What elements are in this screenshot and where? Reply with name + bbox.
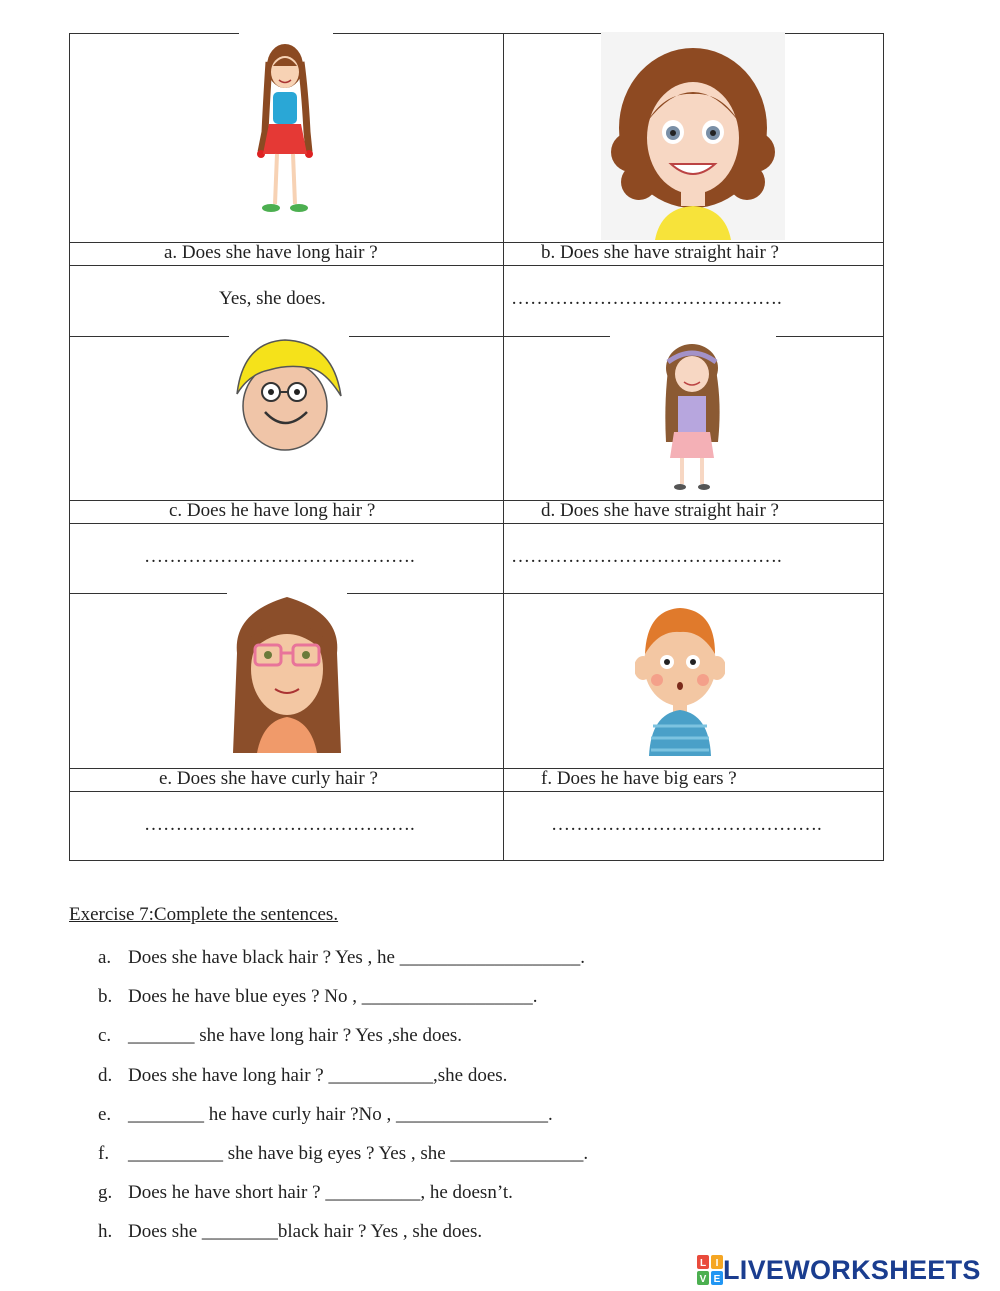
sentence-label: a.: [98, 947, 112, 968]
sentence-g[interactable]: [98, 1182, 513, 1204]
sentence-label: h.: [98, 1221, 113, 1242]
svg-text:I: I: [715, 1258, 719, 1269]
sentence-b[interactable]: [98, 986, 537, 1008]
sentence-label: c.: [98, 1025, 112, 1046]
sentence-text: Does she have long hair ? ___________,she does.: [128, 1065, 508, 1086]
liveworksheets-logo: [697, 1255, 981, 1285]
sentence-text: Does she have black hair ? Yes , he ___________________.: [128, 947, 585, 968]
logo-text: LIVEWORKSHEETS: [723, 1254, 981, 1285]
svg-text:L: L: [699, 1258, 707, 1269]
svg-text:E: E: [713, 1274, 721, 1285]
sentence-text: _______ she have long hair ? Yes ,she does.: [128, 1025, 463, 1046]
table-line: [70, 265, 883, 266]
table-line: [70, 523, 883, 524]
table-line: [70, 791, 883, 792]
table-line: [70, 593, 883, 594]
exercise-title: Exercise 7:Complete the sentences.: [69, 904, 339, 925]
boy-big-ears-illustration: [635, 604, 725, 756]
question-e: e. Does she have curly hair ?: [159, 768, 378, 789]
sentence-text: __________ she have big eyes ? Yes , she ______________.: [128, 1143, 589, 1164]
sentence-h[interactable]: [98, 1221, 482, 1243]
answer-table: [69, 33, 884, 861]
sentence-label: f.: [98, 1143, 110, 1164]
answer-a: Yes, she does.: [219, 288, 326, 309]
answer-e-input[interactable]: …………………………………….: [144, 814, 415, 835]
girl-glasses-long-hair-illustration: [227, 593, 347, 753]
boy-blond-glasses-illustration: [229, 334, 349, 454]
sentence-label: e.: [98, 1104, 112, 1125]
answer-b-input[interactable]: …………………………………….: [511, 288, 782, 309]
question-b: b. Does she have straight hair ?: [541, 242, 779, 263]
sentence-text: Does she ________black hair ? Yes , she does.: [128, 1221, 483, 1242]
sentence-text: Does he have blue eyes ? No , __________________.: [128, 986, 538, 1007]
answer-f-input[interactable]: …………………………………….: [551, 814, 822, 835]
sentence-label: g.: [98, 1182, 113, 1203]
answer-c-input[interactable]: …………………………………….: [144, 546, 415, 567]
question-f: f. Does he have big ears ?: [541, 768, 737, 789]
sentence-f[interactable]: [98, 1143, 588, 1165]
answer-d-input[interactable]: …………………………………….: [511, 546, 782, 567]
svg-text:V: V: [699, 1274, 707, 1285]
sentence-d[interactable]: [98, 1065, 507, 1087]
sentence-c[interactable]: [98, 1025, 462, 1047]
table-column-divider: [503, 34, 504, 860]
girl-braids-illustration: [239, 32, 333, 222]
sentence-a[interactable]: [98, 947, 585, 969]
logo-blocks-icon: [697, 1255, 723, 1285]
sentence-label: b.: [98, 986, 113, 1007]
sentence-text: ________ he have curly hair ?No , ________________.: [128, 1104, 553, 1125]
sentence-e[interactable]: [98, 1104, 553, 1126]
question-c: c. Does he have long hair ?: [169, 500, 376, 521]
sentence-label: d.: [98, 1065, 113, 1086]
sentence-text: Does he have short hair ? __________, he doesn’t.: [128, 1182, 513, 1203]
question-d: d. Does she have straight hair ?: [541, 500, 779, 521]
girl-curly-hair-illustration: [601, 32, 785, 240]
question-a: a. Does she have long hair ?: [164, 242, 378, 263]
girl-long-straight-hair-illustration: [610, 334, 776, 498]
